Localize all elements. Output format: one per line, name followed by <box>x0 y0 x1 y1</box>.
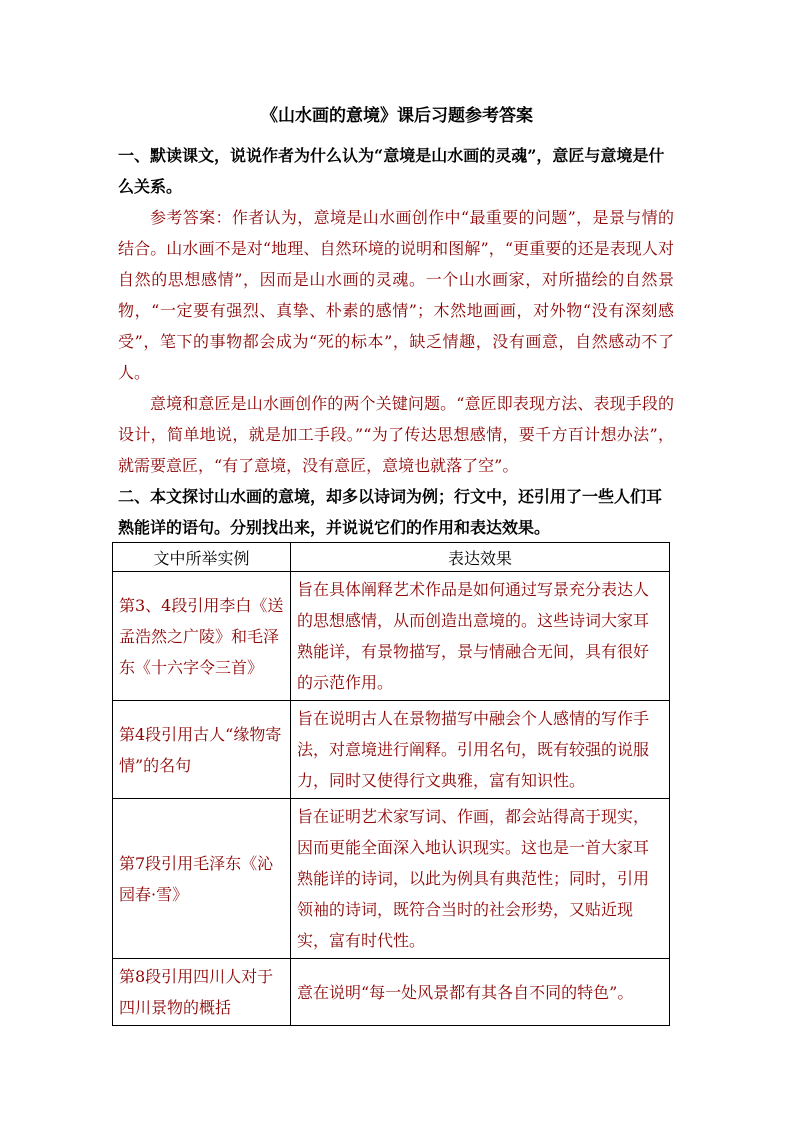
table-cell-example: 第4段引用古人“缘物寄情”的名句 <box>113 701 291 799</box>
table-row <box>113 572 670 701</box>
table-cell-effect: 旨在具体阐释艺术作品是如何通过写景充分表达人的思想感情，从而创造出意境的。这些诗词大家耳熟能详，有景物描写，景与情融合无间，具有很好的示范作用。 <box>291 572 670 701</box>
table-cell-example: 第3、4段引用李白《送孟浩然之广陵》和毛泽东《十六字令三首》 <box>113 572 291 701</box>
page-title: 《山水画的意境》课后习题参考答案 <box>261 106 533 126</box>
table-cell-example: 第8段引用四川人对于四川景物的概括 <box>113 959 291 1026</box>
answer-1-paragraph-1: 参考答案：作者认为，意境是山水画创作中“最重要的问题”，是景与情的结合。山水画不是对“地理、自然环境的说明和图解”，“更重要的还是表现人对自然的思想感情”，因而是山水画的灵魂。一个山水画家，对所描绘的自然景物，“一定要有强烈、真挚、朴素的感情”；木然地画画，对外物“没有深刻感受”，笔下的事物都会成为“死的标本”，缺乏情趣，没有画意，自然感动不了人。 <box>118 208 674 382</box>
answer-table <box>112 542 670 1026</box>
table-header-effect: 表达效果 <box>291 543 670 572</box>
table-cell-effect: 意在说明“每一处风景都有其各自不同的特色”。 <box>291 959 670 1026</box>
table-cell-effect: 旨在说明古人在景物描写中融会个人感情的写作手法，对意境进行阐释。引用名句，既有较强的说服力，同时又使得行文典雅，富有知识性。 <box>291 701 670 799</box>
table-row <box>113 959 670 1026</box>
answer-1-paragraph-2: 意境和意匠是山水画创作的两个关键问题。“意匠即表现方法、表现手段的设计，简单地说，就是加工手段。”“为了传达思想感情，要千方百计想办法”，就需要意匠，“有了意境，没有意匠，意境也就落了空”。 <box>118 394 674 475</box>
table-row <box>113 701 670 799</box>
table-cell-example: 第7段引用毛泽东《沁园春·雪》 <box>113 799 291 959</box>
table-header-row <box>113 543 670 572</box>
question-1: 一、默读课文，说说作者为什么认为“意境是山水画的灵魂”，意匠与意境是什么关系。 <box>118 146 665 196</box>
table-row <box>113 799 670 959</box>
table-header-example: 文中所举实例 <box>113 543 291 572</box>
question-2: 二、本文探讨山水画的意境，却多以诗词为例；行文中，还引用了一些人们耳熟能详的语句。分别找出来，并说说它们的作用和表达效果。 <box>118 487 663 537</box>
answer-1 <box>118 202 674 481</box>
table-cell-effect: 旨在证明艺术家写词、作画，都会站得高于现实，因而更能全面深入地认识现实。这也是一首大家耳熟能详的诗词，以此为例具有典范性；同时，引用领袖的诗词，既符合当时的社会形势，又贴近现实，富有时代性。 <box>291 799 670 959</box>
